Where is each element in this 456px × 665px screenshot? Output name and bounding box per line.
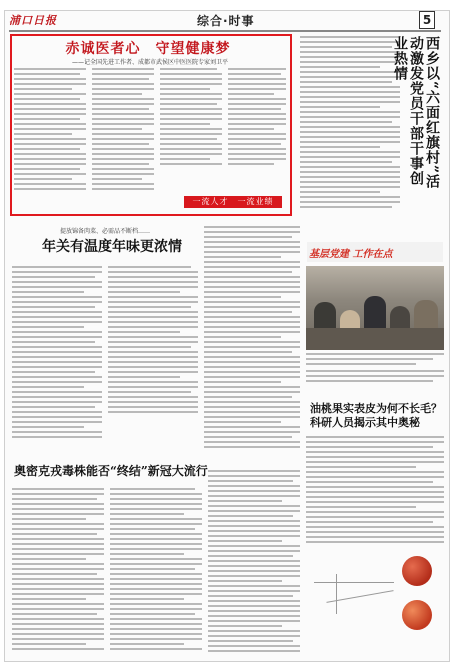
feature-photo — [306, 266, 444, 350]
top-story-title: 赤诚医者心 守望健康梦 — [65, 41, 231, 57]
feature-body — [306, 370, 444, 392]
omicron-column-1 — [12, 488, 104, 658]
top-story-column-2 — [92, 68, 154, 194]
diagram-line — [314, 582, 394, 583]
section-title: 综合·时事 — [197, 14, 255, 28]
newspaper-logo: 浦口日报 — [9, 14, 57, 27]
masthead — [9, 12, 441, 30]
new-year-title: 年关有温度年味更浓情 — [42, 239, 182, 255]
peach-fruit-image — [402, 600, 432, 630]
new-year-column-3 — [204, 226, 300, 462]
side-story-body — [300, 36, 400, 216]
top-story-column-3 — [160, 68, 222, 194]
photo-caption — [306, 353, 444, 368]
top-story-column-4 — [228, 68, 286, 194]
omicron-title: 奥密克戎毒株能否“终结”新冠大流行 — [14, 464, 208, 478]
top-story-banner: 一流人才 一流业绩 — [184, 196, 282, 208]
text-lines — [14, 68, 86, 190]
new-year-column-1 — [12, 266, 102, 446]
new-year-kicker: 提放锦备肉菜、必需品不断档…… — [60, 228, 151, 235]
page-number: 5 — [419, 11, 435, 29]
nectarine-body — [306, 436, 444, 548]
feature-banner-label: 基层党建 工作在点 — [309, 249, 393, 260]
photo-table — [306, 328, 444, 350]
side-story-title: 西乡以“六面红旗村”活动激发党员干部干事创业热情 — [392, 36, 440, 190]
omicron-column-2 — [110, 488, 202, 658]
masthead-rule — [9, 30, 441, 32]
nectarine-title: 油桃果实表皮为何不长毛？科研人员揭示其中奥秘 — [310, 402, 442, 429]
omicron-column-3 — [208, 470, 300, 658]
top-story-subtitle: ——记全国先进工作者、成都市武侯区中医医院专家刘卫平 — [71, 59, 228, 66]
nectarine-diagram — [306, 552, 444, 638]
nectarine-fruit-image — [402, 556, 432, 586]
top-story-column-1 — [14, 68, 86, 194]
feature-banner — [307, 242, 443, 262]
new-year-column-2 — [108, 266, 198, 446]
diagram-line — [336, 574, 337, 614]
